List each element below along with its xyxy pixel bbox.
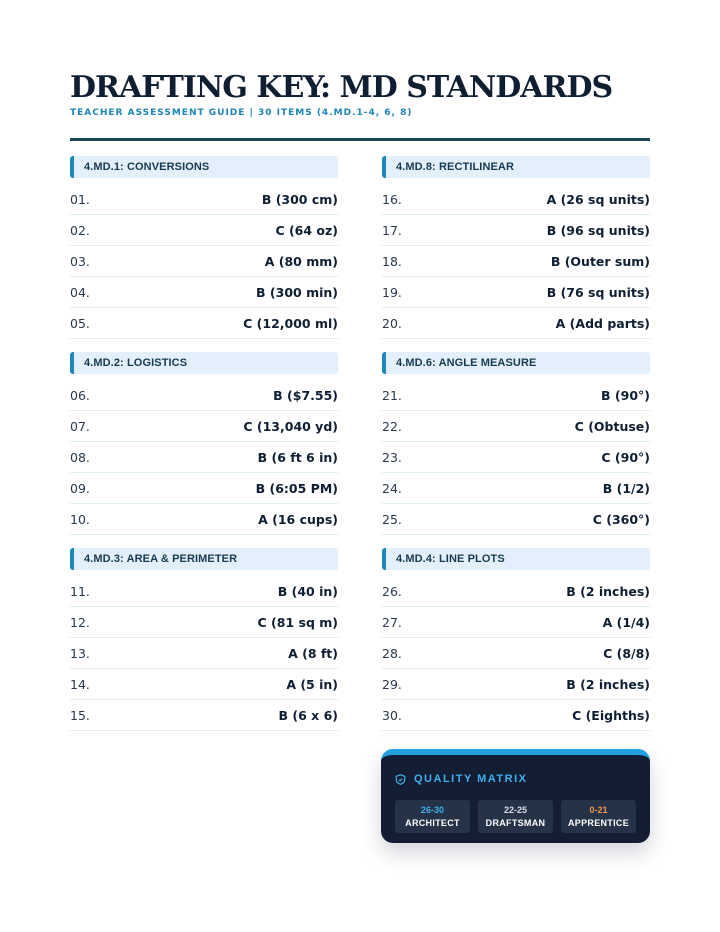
item-number: 01. [70, 191, 90, 207]
item-number: 02. [70, 222, 90, 238]
answer-row [382, 700, 650, 731]
answer-row [382, 380, 650, 411]
item-answer: A (26 sq units) [546, 191, 650, 207]
item-number: 19. [382, 284, 402, 300]
item-answer: B ($7.55) [273, 387, 338, 403]
answer-row [70, 277, 338, 308]
tier-label: DRAFTSMAN [485, 818, 546, 828]
item-number: 28. [382, 645, 402, 661]
item-number: 16. [382, 191, 402, 207]
item-number: 13. [70, 645, 90, 661]
standard-section [382, 156, 650, 339]
answer-row [70, 442, 338, 473]
item-number: 14. [70, 676, 90, 692]
answer-row [70, 638, 338, 669]
item-number: 10. [70, 511, 90, 527]
answer-row [70, 246, 338, 277]
answer-row [70, 504, 338, 535]
standard-section [382, 352, 650, 535]
answer-row [382, 504, 650, 535]
item-number: 29. [382, 676, 402, 692]
item-answer: C (90°) [601, 449, 650, 465]
item-answer: C (Obtuse) [574, 418, 650, 434]
section-heading: 4.MD.1: CONVERSIONS [70, 156, 338, 178]
answer-list [382, 380, 650, 535]
tier-label: APPRENTICE [567, 818, 629, 828]
item-number: 12. [70, 614, 90, 630]
item-answer: B (96 sq units) [546, 222, 650, 238]
answer-key-page [70, 70, 650, 744]
answer-row [70, 411, 338, 442]
item-number: 07. [70, 418, 90, 434]
item-number: 25. [382, 511, 402, 527]
item-number: 21. [382, 387, 402, 403]
item-answer: C (13,040 yd) [243, 418, 338, 434]
item-answer: B (6 ft 6 in) [257, 449, 338, 465]
item-answer: B (Outer sum) [550, 253, 650, 269]
page-title: DRAFTING KEY: MD STANDARDS [70, 70, 613, 105]
tier-range: 26-30 [420, 805, 445, 815]
section-heading: 4.MD.2: LOGISTICS [70, 352, 338, 374]
answer-row [382, 576, 650, 607]
item-number: 08. [70, 449, 90, 465]
page-subtitle: TEACHER ASSESSMENT GUIDE | 30 ITEMS (4.MD.1-4, 6, 8) [70, 108, 413, 118]
answer-list [382, 576, 650, 731]
answer-row [382, 184, 650, 215]
item-answer: C (81 sq m) [257, 614, 338, 630]
section-heading: 4.MD.6: ANGLE MEASURE [382, 352, 650, 374]
item-number: 15. [70, 707, 90, 723]
item-answer: B (300 min) [256, 284, 338, 300]
answer-row [70, 473, 338, 504]
item-number: 24. [382, 480, 402, 496]
answer-row [382, 669, 650, 700]
answer-row [382, 411, 650, 442]
item-number: 05. [70, 315, 90, 331]
item-number: 17. [382, 222, 402, 238]
item-answer: C (12,000 ml) [243, 315, 338, 331]
answer-list [70, 380, 338, 535]
item-number: 18. [382, 253, 402, 269]
item-answer: A (8 ft) [288, 645, 338, 661]
answer-row [70, 215, 338, 246]
tier-range: 22-25 [503, 805, 528, 815]
answer-row [70, 607, 338, 638]
item-number: 22. [382, 418, 402, 434]
standard-section [382, 548, 650, 731]
answer-row [70, 184, 338, 215]
header-divider [70, 138, 650, 141]
item-answer: A (1/4) [602, 614, 650, 630]
item-answer: B (6:05 PM) [255, 480, 338, 496]
item-answer: A (Add parts) [555, 315, 650, 331]
answer-row [382, 473, 650, 504]
answer-row [70, 576, 338, 607]
item-answer: B (6 x 6) [278, 707, 338, 723]
quality-matrix-header [395, 773, 527, 785]
tier-range: 0-21 [589, 805, 608, 815]
item-number: 23. [382, 449, 402, 465]
item-number: 30. [382, 707, 402, 723]
item-answer: B (76 sq units) [546, 284, 650, 300]
item-answer: A (16 cups) [258, 511, 338, 527]
quality-matrix-card [381, 749, 650, 843]
item-number: 20. [382, 315, 402, 331]
item-answer: B (90°) [601, 387, 650, 403]
quality-tiers [395, 800, 636, 833]
tier-apprentice [561, 800, 636, 833]
item-answer: C (8/8) [603, 645, 650, 661]
item-answer: C (64 oz) [275, 222, 338, 238]
tier-draftsman [478, 800, 553, 833]
item-answer: C (360°) [592, 511, 650, 527]
item-number: 06. [70, 387, 90, 403]
left-column [70, 156, 338, 744]
answer-row [70, 380, 338, 411]
item-number: 03. [70, 253, 90, 269]
item-number: 04. [70, 284, 90, 300]
item-answer: B (2 inches) [566, 583, 650, 599]
standard-section [70, 156, 338, 339]
answer-list [70, 576, 338, 731]
answer-columns [70, 156, 650, 744]
tier-architect [395, 800, 470, 833]
item-answer: B (300 cm) [261, 191, 338, 207]
item-number: 11. [70, 583, 90, 599]
standard-section [70, 352, 338, 535]
answer-row [70, 308, 338, 339]
item-answer: B (40 in) [277, 583, 338, 599]
shield-icon [395, 774, 406, 785]
answer-row [382, 246, 650, 277]
item-number: 27. [382, 614, 402, 630]
section-heading: 4.MD.8: RECTILINEAR [382, 156, 650, 178]
answer-row [382, 277, 650, 308]
quality-matrix-title: QUALITY MATRIX [414, 773, 528, 785]
answer-row [382, 442, 650, 473]
item-number: 26. [382, 583, 402, 599]
standard-section [70, 548, 338, 731]
answer-row [382, 607, 650, 638]
item-answer: C (Eighths) [572, 707, 650, 723]
answer-row [382, 215, 650, 246]
answer-row [70, 669, 338, 700]
answer-row [70, 700, 338, 731]
answer-row [382, 308, 650, 339]
item-answer: B (2 inches) [566, 676, 650, 692]
answer-row [382, 638, 650, 669]
section-heading: 4.MD.3: AREA & PERIMETER [70, 548, 338, 570]
item-answer: A (80 mm) [264, 253, 338, 269]
item-answer: B (1/2) [602, 480, 650, 496]
item-number: 09. [70, 480, 90, 496]
answer-list [70, 184, 338, 339]
item-answer: A (5 in) [286, 676, 338, 692]
answer-list [382, 184, 650, 339]
tier-label: ARCHITECT [405, 818, 460, 828]
section-heading: 4.MD.4: LINE PLOTS [382, 548, 650, 570]
right-column [382, 156, 650, 744]
